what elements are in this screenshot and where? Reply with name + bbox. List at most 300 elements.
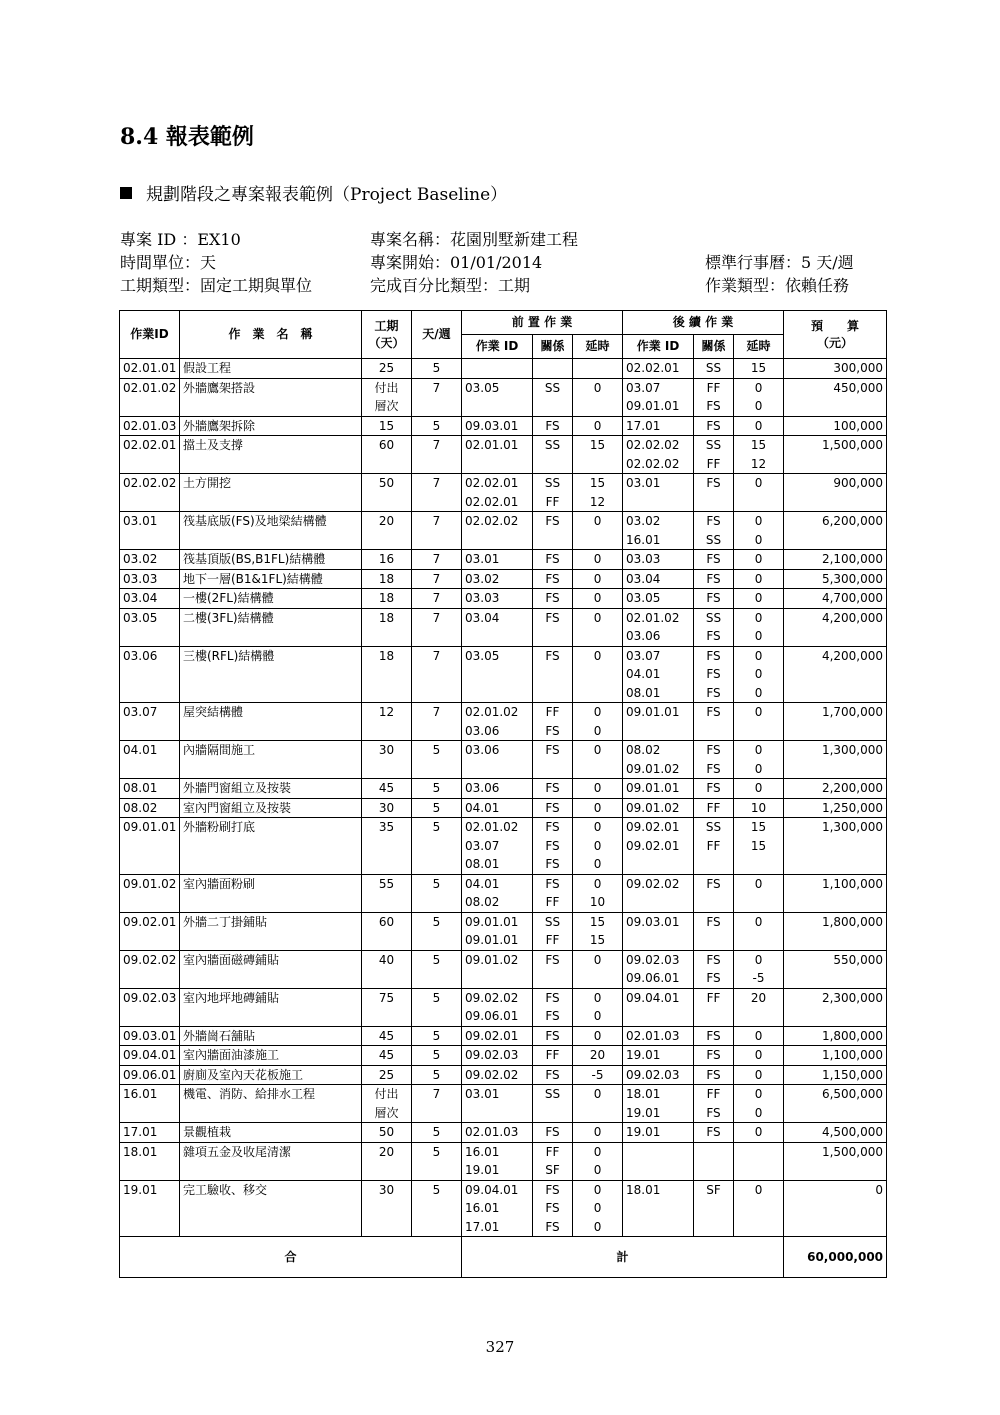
cell-succ-rel-line: FS: [706, 1067, 721, 1082]
cell-activity-id: [120, 1142, 180, 1180]
header-days-per-week: 天/週: [412, 311, 462, 359]
cell-days-per-week-line: 5: [432, 1125, 441, 1139]
cell-pred-id-line: 19.01: [465, 1163, 500, 1177]
cell-activity-name-line: 室內門窗組立及按裝: [183, 800, 292, 815]
cell-duration-line: 35: [378, 820, 395, 834]
cell-activity-name: [180, 912, 362, 950]
cell-activity-id: [120, 779, 180, 799]
cell-succ-id-line: 18.01: [626, 1087, 661, 1101]
cell-budget: [784, 359, 887, 379]
cell-duration-line: 60: [378, 438, 395, 452]
cell-activity-id: [120, 703, 180, 741]
cell-succ-rel-line: FS: [706, 514, 721, 528]
cell-activity-name: [180, 779, 362, 799]
cell-pred-id-line: 02.02.02: [465, 514, 519, 528]
cell-pred-rel: [533, 378, 573, 416]
table-row: [120, 1085, 887, 1123]
cell-pred-id: [462, 1180, 533, 1237]
cell-pred-id-line: 03.07: [465, 838, 500, 853]
cell-activity-name-line: 內牆隔間施工: [183, 743, 256, 757]
cell-activity-id-line: 09.02.02: [123, 952, 177, 967]
cell-activity-name: [180, 1085, 362, 1123]
cell-budget-line: 4,200,000: [821, 610, 884, 625]
cell-pred-id-line: 09.04.01: [465, 1182, 519, 1197]
cell-pred-rel-line: SF: [545, 1163, 560, 1177]
cell-succ-lag: [734, 512, 784, 550]
cell-pred-lag-line: 0: [593, 838, 602, 853]
cell-days-per-week: [412, 1142, 462, 1180]
cell-activity-id-line: 09.03.01: [123, 1028, 177, 1043]
cell-activity-id-line: 09.04.01: [123, 1048, 177, 1062]
cell-succ-rel-line: FS: [706, 667, 721, 681]
cell-activity-name-line: 假設工程: [183, 361, 232, 375]
cell-succ-rel-line: SS: [705, 361, 722, 375]
cell-pred-lag: [573, 608, 623, 646]
cell-days-per-week-line: 7: [432, 552, 441, 566]
cell-budget: [784, 646, 887, 703]
cell-budget: [784, 1085, 887, 1123]
cell-pred-rel-line: FS: [545, 1009, 560, 1023]
cell-pred-lag-line: 12: [589, 494, 606, 509]
cell-succ-lag: [734, 436, 784, 474]
cell-succ-lag: [734, 1046, 784, 1066]
cell-duration-line: 45: [378, 1028, 395, 1043]
cell-days-per-week: [412, 988, 462, 1026]
cell-budget-line: 6,200,000: [821, 514, 884, 528]
cell-pred-lag: [573, 378, 623, 416]
cell-succ-lag-line: 0: [754, 761, 763, 776]
cell-pred-id: [462, 798, 533, 818]
cell-duration: [362, 1180, 412, 1237]
cell-succ-lag: [734, 608, 784, 646]
cell-succ-rel-line: SS: [705, 820, 722, 834]
cell-budget-line: 4,500,000: [821, 1125, 884, 1139]
cell-activity-id-line: 02.01.03: [123, 418, 177, 433]
cell-succ-lag-line: 0: [754, 1125, 763, 1139]
cell-pred-lag-line: 15: [589, 476, 606, 490]
cell-activity-name-line: 外牆門窗組立及按裝: [183, 781, 292, 795]
cell-succ-id-line: 03.01: [626, 476, 661, 490]
cell-pred-rel: [533, 741, 573, 779]
cell-succ-id: [623, 589, 694, 609]
cell-succ-rel-line: FS: [706, 952, 721, 967]
cell-activity-name-line: 外牆二丁掛鋪貼: [183, 914, 268, 929]
calendar: 標準行事曆：5 天/週: [705, 253, 854, 272]
cell-budget: [784, 988, 887, 1026]
cell-duration: [362, 1065, 412, 1085]
cell-succ-lag-line: 0: [754, 629, 763, 643]
cell-succ-id-line: 09.01.01: [626, 705, 680, 719]
cell-pred-id-line: 09.03.01: [465, 418, 519, 433]
cell-activity-id: [120, 378, 180, 416]
cell-succ-id-line: 09.02.03: [626, 952, 680, 967]
cell-succ-rel: [694, 550, 734, 570]
cell-budget-line: 300,000: [833, 361, 884, 375]
cell-succ-lag-line: 0: [754, 1105, 763, 1120]
cell-succ-lag-line: 0: [754, 610, 763, 625]
cell-activity-name: [180, 950, 362, 988]
cell-pred-lag-line: 0: [593, 1144, 602, 1159]
cell-activity-name: [180, 1046, 362, 1066]
cell-succ-id-line: 02.02.01: [626, 361, 680, 375]
cell-duration-line: 層次: [374, 1105, 399, 1120]
cell-duration-line: 50: [378, 1125, 395, 1139]
cell-days-per-week-line: 5: [432, 1182, 441, 1197]
cell-pred-lag-line: 0: [593, 1163, 602, 1177]
cell-pred-rel-line: FF: [545, 1144, 560, 1159]
cell-pred-lag: [573, 950, 623, 988]
cell-pred-rel-line: FS: [545, 781, 560, 795]
cell-succ-rel: [694, 569, 734, 589]
cell-succ-rel: [694, 1046, 734, 1066]
table-row: [120, 1065, 887, 1085]
cell-succ-rel-line: FS: [706, 1105, 721, 1120]
cell-pred-lag-line: 0: [593, 552, 602, 566]
cell-succ-lag: [734, 416, 784, 436]
cell-activity-name-line: 廚廁及室內天花板施工: [183, 1067, 304, 1082]
cell-days-per-week-line: 7: [432, 476, 441, 490]
cell-succ-lag-line: 0: [754, 1067, 763, 1082]
cell-activity-id-line: 03.02: [123, 552, 158, 566]
cell-pred-id-line: 02.01.02: [465, 705, 519, 719]
header-duration-line1: 工期: [374, 318, 399, 333]
cell-succ-lag-line: 0: [754, 648, 763, 663]
cell-budget: [784, 1142, 887, 1180]
cell-succ-lag: [734, 646, 784, 703]
cell-activity-id-line: 02.02.01: [123, 438, 177, 452]
cell-succ-id-line: 03.07: [626, 648, 661, 663]
cell-budget: [784, 608, 887, 646]
cell-duration-line: 16: [378, 552, 395, 566]
cell-activity-name: [180, 1142, 362, 1180]
cell-succ-rel: [694, 988, 734, 1026]
cell-pred-lag: [573, 818, 623, 875]
cell-pred-rel-line: SS: [544, 1087, 561, 1101]
cell-budget-line: 1,250,000: [821, 800, 884, 815]
table-row: [120, 818, 887, 875]
cell-budget-line: 2,100,000: [821, 552, 884, 566]
table-row: [120, 569, 887, 589]
cell-activity-id: [120, 1065, 180, 1085]
cell-budget-line: 900,000: [833, 476, 884, 490]
project-baseline-table: [119, 310, 887, 1278]
cell-budget: [784, 874, 887, 912]
cell-budget-line: 100,000: [833, 418, 884, 433]
cell-succ-id: [623, 1085, 694, 1123]
cell-activity-name-line: 土方開挖: [183, 476, 232, 490]
cell-budget-line: 1,150,000: [821, 1067, 884, 1082]
cell-succ-rel: [694, 474, 734, 512]
table-row: [120, 646, 887, 703]
cell-days-per-week: [412, 1026, 462, 1046]
cell-succ-id-line: 03.05: [626, 591, 661, 605]
cell-pred-id: [462, 550, 533, 570]
cell-activity-id-line: 09.01.01: [123, 820, 177, 834]
cell-succ-id-line: 03.02: [626, 514, 661, 528]
cell-budget: [784, 912, 887, 950]
cell-duration-line: 50: [378, 476, 395, 490]
cell-duration-line: 75: [378, 990, 395, 1005]
cell-pred-lag: [573, 646, 623, 703]
cell-duration: [362, 1123, 412, 1143]
cell-duration-line: 18: [378, 571, 395, 586]
cell-succ-id: [623, 1065, 694, 1085]
cell-activity-name: [180, 1065, 362, 1085]
cell-activity-name-line: 二樓(3FL)結構體: [183, 610, 274, 625]
cell-pred-lag: [573, 1123, 623, 1143]
cell-pred-id-line: 09.02.02: [465, 1067, 519, 1082]
cell-activity-id-line: 02.01.02: [123, 380, 177, 395]
cell-succ-id-line: 02.01.03: [626, 1028, 680, 1043]
cell-days-per-week: [412, 1065, 462, 1085]
cell-activity-id: [120, 550, 180, 570]
cell-pred-id-line: 03.01: [465, 1087, 500, 1101]
cell-succ-lag-line: 15: [750, 361, 767, 375]
cell-budget: [784, 950, 887, 988]
cell-pred-lag-line: 0: [593, 418, 602, 433]
cell-succ-lag-line: 15: [750, 820, 767, 834]
cell-pred-rel: [533, 912, 573, 950]
cell-duration: [362, 912, 412, 950]
cell-succ-rel-line: FS: [706, 781, 721, 795]
cell-succ-lag: [734, 741, 784, 779]
cell-duration: [362, 1046, 412, 1066]
cell-succ-rel-line: FS: [706, 591, 721, 605]
cell-pred-lag: [573, 1180, 623, 1237]
cell-pred-lag-line: 0: [593, 380, 602, 395]
cell-days-per-week: [412, 512, 462, 550]
cell-activity-name: [180, 416, 362, 436]
cell-duration-line: 30: [378, 743, 395, 757]
cell-succ-lag-line: 0: [754, 380, 763, 395]
cell-succ-lag-line: 15: [750, 438, 767, 452]
cell-succ-id-line: 09.01.02: [626, 800, 680, 815]
cell-pred-lag-line: 0: [593, 1201, 602, 1215]
cell-pred-lag: [573, 1085, 623, 1123]
cell-succ-id-line: 09.01.01: [626, 781, 680, 795]
cell-activity-name: [180, 703, 362, 741]
cell-pred-id-line: 08.02: [465, 895, 500, 909]
cell-succ-rel: [694, 589, 734, 609]
cell-pred-id-line: 09.02.02: [465, 990, 519, 1005]
cell-budget: [784, 1180, 887, 1237]
project-start: 專案開始：01/01/2014: [370, 253, 543, 272]
cell-pred-lag: [573, 988, 623, 1026]
cell-activity-id-line: 03.03: [123, 571, 158, 586]
cell-duration-line: 45: [378, 781, 395, 795]
cell-duration-line: 18: [378, 591, 395, 605]
cell-activity-id: [120, 512, 180, 550]
cell-pred-rel-line: FS: [545, 1219, 560, 1234]
cell-budget: [784, 1123, 887, 1143]
cell-succ-rel-line: FS: [706, 629, 721, 643]
cell-duration-line: 20: [378, 514, 395, 528]
cell-succ-rel: [694, 646, 734, 703]
cell-pred-rel-line: FS: [545, 1028, 560, 1043]
cell-pred-lag-line: 0: [593, 723, 602, 738]
cell-pred-rel: [533, 950, 573, 988]
cell-succ-lag-line: 0: [754, 591, 763, 605]
cell-pred-lag: [573, 1142, 623, 1180]
cell-activity-id: [120, 1180, 180, 1237]
cell-activity-id-line: 08.02: [123, 800, 158, 815]
cell-succ-rel: [694, 1026, 734, 1046]
cell-pred-rel: [533, 1046, 573, 1066]
cell-succ-rel-line: FS: [706, 399, 721, 413]
cell-duration: [362, 474, 412, 512]
cell-budget: [784, 1065, 887, 1085]
cell-duration-line: 30: [378, 800, 395, 815]
header-predecessors: 前 置 作 業: [462, 311, 623, 335]
subtitle-text: 規劃階段之專案報表範例（Project Baseline）: [146, 185, 508, 205]
cell-succ-id-line: 09.06.01: [626, 971, 680, 985]
cell-activity-name-line: 機電、消防、給排水工程: [183, 1087, 316, 1101]
cell-pred-rel-line: FS: [545, 1125, 560, 1139]
cell-days-per-week-line: 5: [432, 1028, 441, 1043]
total-row: [120, 1237, 887, 1278]
cell-pred-rel: [533, 646, 573, 703]
cell-pred-rel-line: FS: [545, 1067, 560, 1082]
cell-pred-rel-line: FS: [545, 1182, 560, 1197]
cell-succ-lag: [734, 818, 784, 875]
cell-succ-id-line: 02.01.02: [626, 610, 680, 625]
cell-succ-rel-line: FS: [706, 743, 721, 757]
cell-succ-id-line: 08.01: [626, 685, 661, 700]
cell-pred-rel-line: FS: [545, 876, 560, 891]
cell-pred-id: [462, 1026, 533, 1046]
cell-succ-lag-line: 0: [754, 552, 763, 566]
time-unit: 時間單位：天: [120, 253, 217, 272]
cell-budget: [784, 779, 887, 799]
cell-pred-id: [462, 359, 533, 379]
header-pred-rel: 關係: [533, 335, 573, 359]
cell-succ-lag: [734, 912, 784, 950]
cell-succ-rel-line: FS: [706, 971, 721, 985]
cell-duration-line: 25: [378, 361, 395, 375]
cell-pred-rel-line: SS: [544, 914, 561, 929]
cell-pred-rel: [533, 988, 573, 1026]
cell-activity-id: [120, 646, 180, 703]
cell-pred-id-line: 17.01: [465, 1219, 500, 1234]
cell-pred-rel: [533, 512, 573, 550]
cell-activity-name-line: 景觀植栽: [183, 1125, 232, 1139]
cell-pred-id-line: 09.02.01: [465, 1028, 519, 1043]
cell-pred-lag-line: 0: [593, 876, 602, 891]
cell-succ-id-line: 09.02.02: [626, 876, 680, 891]
cell-pred-rel-line: FF: [545, 933, 560, 947]
cell-pred-id: [462, 988, 533, 1026]
cell-pred-rel-line: FS: [545, 723, 560, 738]
cell-activity-id: [120, 874, 180, 912]
cell-activity-name-line: 外牆鷹架搭設: [183, 380, 256, 395]
cell-succ-id: [623, 779, 694, 799]
cell-days-per-week-line: 5: [432, 990, 441, 1005]
cell-succ-rel-line: SS: [705, 532, 722, 547]
cell-duration-line: 20: [378, 1144, 395, 1159]
cell-activity-name-line: 外牆崗石舖貼: [183, 1028, 256, 1043]
cell-succ-id-line: 03.07: [626, 380, 661, 395]
cell-succ-id: [623, 512, 694, 550]
table-row: [120, 550, 887, 570]
cell-pred-lag-line: 0: [593, 743, 602, 757]
cell-budget-line: 1,500,000: [821, 438, 884, 452]
cell-succ-rel: [694, 912, 734, 950]
cell-succ-lag-line: 0: [754, 571, 763, 586]
cell-succ-lag: [734, 569, 784, 589]
cell-succ-id: [623, 950, 694, 988]
header-activity-name: 作 業 名 稱: [180, 311, 362, 359]
cell-days-per-week-line: 7: [432, 438, 441, 452]
cell-succ-lag-line: 15: [750, 838, 767, 853]
cell-succ-id-line: 17.01: [626, 418, 661, 433]
cell-succ-id-line: 09.01.01: [626, 399, 680, 413]
cell-pred-rel-line: SS: [544, 438, 561, 452]
header-budget-line2: （元）: [817, 335, 854, 350]
cell-pred-rel: [533, 436, 573, 474]
cell-succ-rel-line: FS: [706, 1125, 721, 1139]
cell-duration-line: 18: [378, 610, 395, 625]
cell-activity-id: [120, 474, 180, 512]
cell-pred-rel-line: FS: [545, 743, 560, 757]
cell-pred-rel-line: SS: [544, 476, 561, 490]
cell-pred-id: [462, 589, 533, 609]
cell-succ-id: [623, 1026, 694, 1046]
cell-days-per-week: [412, 474, 462, 512]
cell-succ-lag: [734, 589, 784, 609]
cell-succ-rel-line: FS: [706, 914, 721, 929]
cell-succ-rel-line: FS: [706, 1028, 721, 1043]
cell-activity-name: [180, 550, 362, 570]
cell-days-per-week-line: 5: [432, 952, 441, 967]
cell-pred-id: [462, 950, 533, 988]
cell-pred-lag: [573, 550, 623, 570]
table-row: [120, 1123, 887, 1143]
cell-pred-id-line: 03.05: [465, 380, 500, 395]
cell-succ-id-line: 04.01: [626, 667, 661, 681]
header-successors: 後 續 作 業: [623, 311, 784, 335]
cell-activity-id: [120, 741, 180, 779]
cell-activity-name-line: 三樓(RFL)結構體: [183, 648, 275, 663]
cell-succ-rel-line: FF: [706, 990, 721, 1005]
header-succ-rel: 關係: [694, 335, 734, 359]
cell-activity-id-line: 19.01: [123, 1182, 158, 1197]
cell-activity-id-line: 02.02.02: [123, 476, 177, 490]
cell-activity-id-line: 03.04: [123, 591, 158, 605]
cell-pred-id: [462, 1142, 533, 1180]
section-title: 8.4 報表範例: [120, 124, 254, 150]
cell-succ-id: [623, 741, 694, 779]
cell-pred-rel-line: FF: [545, 705, 560, 719]
total-label-left: 合: [120, 1237, 462, 1278]
cell-succ-lag-line: 0: [754, 685, 763, 700]
cell-pred-id-line: 09.01.02: [465, 952, 519, 967]
cell-pred-lag-line: 0: [593, 781, 602, 795]
cell-duration: [362, 988, 412, 1026]
cell-duration-line: 60: [378, 914, 395, 929]
cell-budget-line: 450,000: [833, 380, 884, 395]
cell-pred-lag-line: 15: [589, 914, 606, 929]
cell-pred-lag-line: 0: [593, 705, 602, 719]
cell-pred-id-line: 09.01.01: [465, 914, 519, 929]
cell-succ-id-line: 03.03: [626, 552, 661, 566]
cell-activity-name: [180, 1180, 362, 1237]
cell-pred-lag-line: 0: [593, 1009, 602, 1023]
cell-pred-lag-line: 0: [593, 1028, 602, 1043]
cell-duration-line: 付出: [374, 1087, 399, 1101]
cell-pred-lag-line: 0: [593, 610, 602, 625]
cell-pred-id: [462, 779, 533, 799]
cell-days-per-week: [412, 798, 462, 818]
